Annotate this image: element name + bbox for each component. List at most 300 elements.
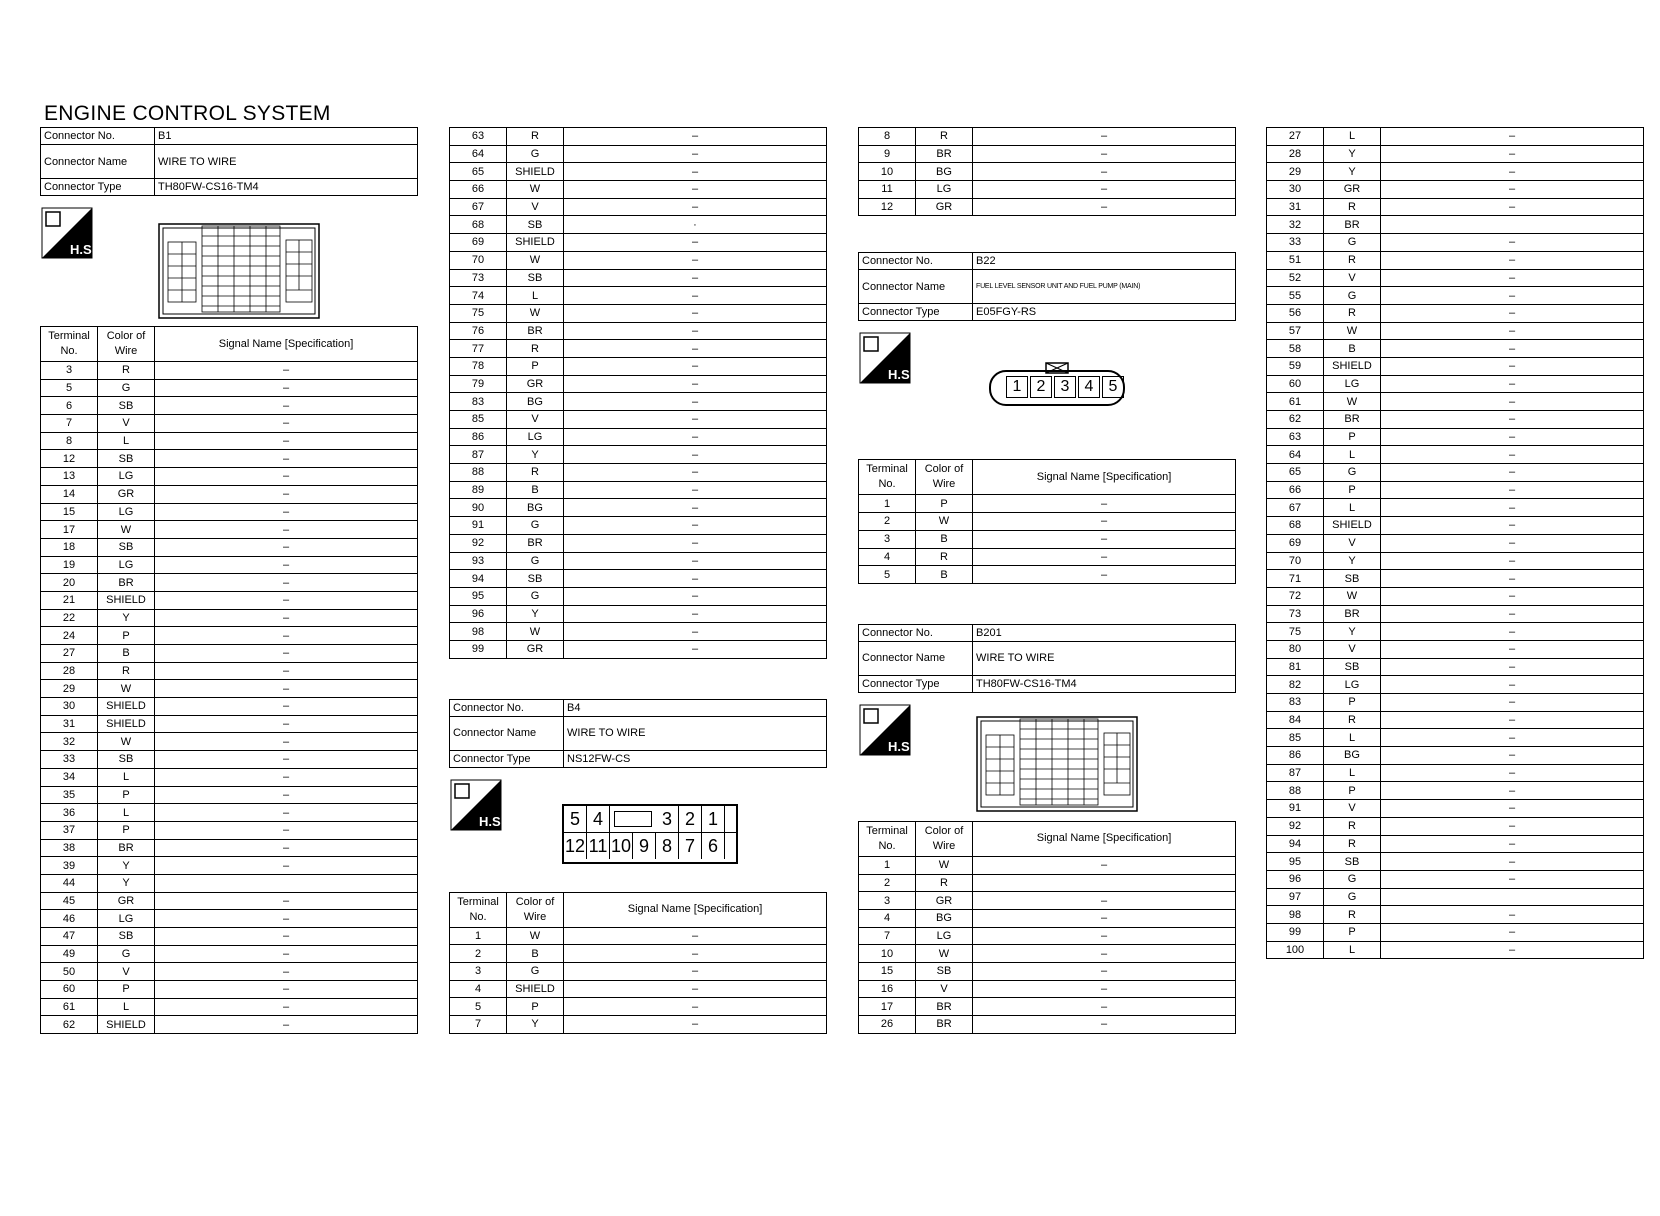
signal-name-cell: – — [564, 499, 827, 517]
table-row — [41, 945, 418, 963]
table-row — [1267, 676, 1644, 694]
signal-name-cell: – — [1381, 145, 1644, 163]
wire-color-cell: G — [98, 379, 155, 397]
wire-color-cell: V — [916, 980, 973, 998]
wire-color-cell: LG — [98, 468, 155, 486]
wire-color-cell: SB — [1324, 658, 1381, 676]
wire-color-cell: V — [1324, 800, 1381, 818]
table-row — [450, 605, 827, 623]
wire-color-cell: LG — [507, 428, 564, 446]
table-row — [859, 892, 1236, 910]
terminal-no-cell: 98 — [450, 623, 507, 641]
wire-color-cell: G — [1324, 234, 1381, 252]
wire-color-cell: V — [98, 415, 155, 433]
terminal-no-cell: 69 — [450, 234, 507, 252]
table-row — [41, 804, 418, 822]
table-row — [450, 446, 827, 464]
connector-b201-info — [858, 624, 1236, 693]
table-row — [1267, 198, 1644, 216]
wire-color-cell: GR — [507, 640, 564, 658]
wire-color-cell: G — [1324, 464, 1381, 482]
signal-name-cell: – — [564, 927, 827, 945]
terminal-no-cell: 86 — [450, 428, 507, 446]
wire-color-cell: SHIELD — [98, 591, 155, 609]
table-row — [1267, 711, 1644, 729]
signal-name-cell: – — [155, 503, 418, 521]
table-row — [41, 839, 418, 857]
signal-name-cell: – — [1381, 234, 1644, 252]
wire-color-cell: W — [507, 927, 564, 945]
table-row — [41, 715, 418, 733]
wire-color-cell: SB — [1324, 853, 1381, 871]
signal-name-cell: – — [1381, 800, 1644, 818]
table-row — [450, 640, 827, 658]
signal-name-cell: – — [155, 680, 418, 698]
wire-color-cell: BR — [916, 998, 973, 1016]
signal-name-cell: – — [973, 548, 1236, 566]
signal-name-cell: – — [155, 698, 418, 716]
table-row — [450, 269, 827, 287]
wire-color-cell: SHIELD — [507, 163, 564, 181]
signal-name-cell: – — [1381, 446, 1644, 464]
terminal-no-cell: 15 — [41, 503, 98, 521]
terminal-no-cell: 52 — [1267, 269, 1324, 287]
wire-color-cell: B — [507, 945, 564, 963]
table-row — [1267, 870, 1644, 888]
wire-color-cell: SHIELD — [98, 715, 155, 733]
wire-color-cell: G — [507, 145, 564, 163]
wire-color-cell: P — [1324, 923, 1381, 941]
table-row — [859, 909, 1236, 927]
connector-pin: 5 — [564, 806, 587, 832]
table-row — [859, 980, 1236, 998]
terminal-no-cell: 8 — [41, 432, 98, 450]
terminal-no-cell: 49 — [41, 945, 98, 963]
connector-no-label: Connector No. — [859, 253, 973, 270]
hs-label: H.S. — [70, 242, 96, 257]
wire-color-cell: W — [1324, 587, 1381, 605]
connector-no-label: Connector No. — [859, 624, 973, 641]
terminal-no-cell: 100 — [1267, 941, 1324, 959]
wire-color-cell: BG — [916, 163, 973, 181]
wire-color-cell: W — [1324, 393, 1381, 411]
wire-color-cell: Y — [98, 609, 155, 627]
terminal-no-cell: 5 — [41, 379, 98, 397]
signal-name-cell: – — [155, 521, 418, 539]
table-row — [1267, 304, 1644, 322]
table-row — [450, 980, 827, 998]
connector-type-value: TH80FW-CS16-TM4 — [155, 179, 418, 196]
table-row — [41, 362, 418, 380]
table-row — [450, 428, 827, 446]
signal-name-cell: – — [1381, 835, 1644, 853]
signal-name-cell: – — [1381, 517, 1644, 535]
terminal-no-cell: 2 — [859, 513, 916, 531]
terminal-no-cell: 12 — [859, 198, 916, 216]
table-row — [859, 128, 1236, 146]
connector-b22-graphic — [858, 321, 1236, 459]
wire-color-cell: W — [507, 181, 564, 199]
table-row — [1267, 888, 1644, 906]
signal-name-cell: – — [564, 163, 827, 181]
signal-name-cell: – — [1381, 764, 1644, 782]
terminal-no-cell: 97 — [1267, 888, 1324, 906]
terminal-no-cell: 90 — [450, 499, 507, 517]
connector-pin: 1 — [1006, 376, 1028, 398]
signal-name-cell: – — [1381, 287, 1644, 305]
signal-name-cell: – — [155, 362, 418, 380]
wire-color-cell: R — [507, 340, 564, 358]
wire-color-cell: Y — [1324, 145, 1381, 163]
signal-name-cell: – — [564, 446, 827, 464]
table-row — [450, 1016, 827, 1034]
connector-b4-pin-table — [449, 892, 827, 1034]
connector-b4-info — [449, 699, 827, 768]
signal-name-cell: – — [1381, 393, 1644, 411]
terminal-no-cell: 1 — [859, 856, 916, 874]
signal-name-cell: – — [155, 715, 418, 733]
table-row — [1267, 570, 1644, 588]
wire-color-cell: Y — [507, 605, 564, 623]
table-row — [41, 662, 418, 680]
connector-type-value: E05FGY-RS — [973, 304, 1236, 321]
signal-name-cell: – — [155, 662, 418, 680]
terminal-no-cell: 26 — [859, 1016, 916, 1034]
color-of-wire-header: Color of Wire — [916, 821, 973, 856]
table-row — [859, 513, 1236, 531]
wire-color-cell: G — [1324, 870, 1381, 888]
signal-name-cell — [1381, 216, 1644, 234]
table-row — [41, 521, 418, 539]
wire-color-cell: LG — [1324, 375, 1381, 393]
connector-b4-graphic — [449, 768, 827, 892]
table-row — [859, 874, 1236, 892]
terminal-no-cell: 13 — [41, 468, 98, 486]
table-row — [1267, 269, 1644, 287]
signal-name-cell: – — [564, 552, 827, 570]
wire-color-cell: BG — [1324, 747, 1381, 765]
signal-name-cell: – — [564, 269, 827, 287]
wire-color-cell: G — [1324, 888, 1381, 906]
wire-color-cell: G — [1324, 287, 1381, 305]
wire-color-cell: W — [98, 521, 155, 539]
color-of-wire-header: Color of Wire — [98, 327, 155, 362]
signal-name-cell: – — [973, 927, 1236, 945]
table-row — [1267, 411, 1644, 429]
table-row — [41, 415, 418, 433]
signal-name-cell: – — [564, 181, 827, 199]
wire-color-cell: W — [1324, 322, 1381, 340]
table-row — [41, 910, 418, 928]
terminal-no-cell: 44 — [41, 874, 98, 892]
wire-color-cell: SHIELD — [1324, 357, 1381, 375]
table-row — [859, 998, 1236, 1016]
terminal-no-cell: 27 — [41, 645, 98, 663]
wire-color-cell: BR — [916, 1016, 973, 1034]
table-row — [859, 548, 1236, 566]
wire-color-cell: LG — [916, 927, 973, 945]
terminal-no-cell: 28 — [41, 662, 98, 680]
signal-name-cell: – — [973, 163, 1236, 181]
terminal-no-cell: 93 — [450, 552, 507, 570]
wire-color-cell: LG — [1324, 676, 1381, 694]
wire-color-cell: P — [507, 357, 564, 375]
wire-color-cell: B — [1324, 340, 1381, 358]
table-row — [41, 768, 418, 786]
terminal-no-cell: 31 — [41, 715, 98, 733]
connector-b1-pin-table-continued — [449, 127, 827, 659]
wire-color-cell: L — [1324, 499, 1381, 517]
wire-color-cell: Y — [507, 1016, 564, 1034]
wire-color-cell: V — [1324, 534, 1381, 552]
terminal-no-cell: 4 — [450, 980, 507, 998]
terminal-no-cell: 65 — [1267, 464, 1324, 482]
terminal-no-cell: 59 — [1267, 357, 1324, 375]
signal-name-cell: – — [1381, 694, 1644, 712]
table-row — [41, 680, 418, 698]
signal-name-cell: – — [973, 566, 1236, 584]
connector-b1-graphic — [40, 196, 418, 326]
terminal-no-cell: 95 — [450, 587, 507, 605]
column-4 — [1266, 127, 1644, 959]
wire-color-cell: BR — [1324, 411, 1381, 429]
signal-name-cell: – — [155, 928, 418, 946]
wire-color-cell: P — [1324, 694, 1381, 712]
table-row — [859, 566, 1236, 584]
signal-name-cell: · — [564, 216, 827, 234]
connector-pin: 4 — [587, 806, 610, 832]
terminal-no-cell: 92 — [1267, 817, 1324, 835]
signal-name-cell: – — [1381, 605, 1644, 623]
terminal-no-cell: 81 — [1267, 658, 1324, 676]
table-row — [1267, 499, 1644, 517]
wire-color-cell: SB — [507, 216, 564, 234]
terminal-no-cell: 5 — [859, 566, 916, 584]
signal-name-cell: – — [564, 340, 827, 358]
table-row — [1267, 517, 1644, 535]
wire-color-cell: L — [1324, 941, 1381, 959]
wire-color-cell: B — [916, 566, 973, 584]
signal-name-cell: – — [564, 287, 827, 305]
table-row — [41, 645, 418, 663]
page-title: ENGINE CONTROL SYSTEM — [44, 102, 331, 125]
wire-color-cell: SHIELD — [507, 234, 564, 252]
connector-no-label: Connector No. — [41, 128, 155, 145]
wire-color-cell: LG — [98, 503, 155, 521]
terminal-no-cell: 3 — [41, 362, 98, 380]
terminal-no-cell: 33 — [41, 751, 98, 769]
signal-name-cell: – — [1381, 128, 1644, 146]
wire-color-cell: W — [507, 623, 564, 641]
connector-no-value: B1 — [155, 128, 418, 145]
terminal-no-cell: 46 — [41, 910, 98, 928]
terminal-no-cell: 75 — [450, 304, 507, 322]
terminal-no-cell: 62 — [41, 1016, 98, 1034]
table-row — [1267, 216, 1644, 234]
terminal-no-cell: 39 — [41, 857, 98, 875]
signal-name-cell: – — [973, 980, 1236, 998]
signal-name-cell: – — [564, 304, 827, 322]
wire-color-cell: P — [98, 821, 155, 839]
terminal-no-header: Terminal No. — [41, 327, 98, 362]
wire-color-cell: V — [507, 198, 564, 216]
table-row — [859, 530, 1236, 548]
signal-name-cell: – — [564, 411, 827, 429]
wire-color-cell: BG — [507, 499, 564, 517]
wire-color-cell: SHIELD — [98, 698, 155, 716]
column-3 — [858, 127, 1236, 1034]
wire-color-cell: Y — [98, 857, 155, 875]
table-row — [1267, 729, 1644, 747]
terminal-no-cell: 74 — [450, 287, 507, 305]
table-row — [859, 495, 1236, 513]
table-row — [1267, 640, 1644, 658]
connector-name-label: Connector Name — [41, 145, 155, 179]
table-row — [1267, 163, 1644, 181]
signal-name-cell: – — [155, 645, 418, 663]
connector-pin: 3 — [656, 806, 679, 832]
table-row — [450, 411, 827, 429]
table-row — [450, 393, 827, 411]
connector-pin: 9 — [633, 833, 656, 859]
table-row — [450, 145, 827, 163]
signal-name-cell: – — [973, 198, 1236, 216]
signal-name-cell: – — [1381, 747, 1644, 765]
table-row — [450, 587, 827, 605]
terminal-no-cell: 91 — [1267, 800, 1324, 818]
table-row — [1267, 128, 1644, 146]
terminal-no-cell: 2 — [859, 874, 916, 892]
signal-name-cell: – — [155, 733, 418, 751]
table-row — [41, 379, 418, 397]
wire-color-cell: G — [507, 517, 564, 535]
signal-name-cell: – — [155, 432, 418, 450]
terminal-no-cell: 85 — [1267, 729, 1324, 747]
terminal-no-cell: 29 — [41, 680, 98, 698]
wire-color-cell: SHIELD — [507, 980, 564, 998]
connector-name-value: WIRE TO WIRE — [155, 145, 418, 179]
table-row — [450, 534, 827, 552]
table-row — [1267, 287, 1644, 305]
terminal-no-cell: 1 — [859, 495, 916, 513]
signal-name-cell: – — [973, 909, 1236, 927]
table-row — [1267, 446, 1644, 464]
table-row — [1267, 145, 1644, 163]
wire-color-cell: GR — [98, 485, 155, 503]
wire-color-cell: R — [507, 464, 564, 482]
wire-color-cell: R — [916, 128, 973, 146]
terminal-no-cell: 58 — [1267, 340, 1324, 358]
terminal-no-cell: 57 — [1267, 322, 1324, 340]
signal-name-cell: – — [1381, 357, 1644, 375]
table-row — [859, 181, 1236, 199]
wire-color-cell: R — [916, 874, 973, 892]
connector-pin: 6 — [702, 833, 725, 859]
signal-name-cell: – — [973, 1016, 1236, 1034]
table-row — [450, 481, 827, 499]
wire-color-cell: R — [1324, 835, 1381, 853]
connector-b1-info — [40, 127, 418, 196]
hs-label: H.S. — [888, 738, 914, 754]
signal-name-cell: – — [1381, 375, 1644, 393]
color-of-wire-header: Color of Wire — [507, 892, 564, 927]
wire-color-cell: L — [98, 432, 155, 450]
terminal-no-cell: 32 — [1267, 216, 1324, 234]
signal-name-cell: – — [1381, 552, 1644, 570]
wire-color-cell: W — [98, 680, 155, 698]
wire-color-cell: LG — [916, 181, 973, 199]
signal-name-cell: – — [155, 998, 418, 1016]
table-row — [859, 963, 1236, 981]
connector-no-value: B201 — [973, 624, 1236, 641]
signal-name-cell: – — [155, 910, 418, 928]
signal-name-cell: – — [973, 181, 1236, 199]
terminal-no-cell: 31 — [1267, 198, 1324, 216]
wire-color-cell: GR — [98, 892, 155, 910]
hs-label: H.S. — [479, 813, 505, 829]
connector-pin: 1 — [702, 806, 725, 832]
terminal-no-cell: 2 — [450, 945, 507, 963]
terminal-no-cell: 3 — [859, 530, 916, 548]
connector-name-label: Connector Name — [859, 270, 973, 304]
wire-color-cell: LG — [98, 910, 155, 928]
wire-color-cell: V — [1324, 640, 1381, 658]
table-row — [1267, 605, 1644, 623]
signal-name-cell: – — [564, 570, 827, 588]
connector-type-label: Connector Type — [859, 675, 973, 692]
table-row — [450, 287, 827, 305]
signal-name-header: Signal Name [Specification] — [564, 892, 827, 927]
wire-color-cell: R — [1324, 251, 1381, 269]
terminal-no-cell: 95 — [1267, 853, 1324, 871]
signal-name-cell: – — [564, 251, 827, 269]
terminal-no-cell: 89 — [450, 481, 507, 499]
signal-name-cell: – — [1381, 464, 1644, 482]
signal-name-cell: – — [155, 609, 418, 627]
wire-color-cell: W — [507, 304, 564, 322]
wire-color-cell: G — [507, 963, 564, 981]
wire-color-cell: L — [98, 804, 155, 822]
connector-name-label: Connector Name — [859, 641, 973, 675]
terminal-no-cell: 67 — [1267, 499, 1324, 517]
column-1 — [40, 127, 418, 1034]
terminal-no-cell: 32 — [41, 733, 98, 751]
table-row — [41, 538, 418, 556]
signal-name-cell: – — [1381, 322, 1644, 340]
table-row — [859, 198, 1236, 216]
signal-name-cell: – — [973, 145, 1236, 163]
table-row — [450, 552, 827, 570]
table-row — [450, 181, 827, 199]
signal-name-cell: – — [1381, 163, 1644, 181]
wire-color-cell: B — [916, 530, 973, 548]
signal-name-cell: – — [973, 495, 1236, 513]
connector-pin: 5 — [1102, 376, 1124, 398]
terminal-no-cell: 55 — [1267, 287, 1324, 305]
color-of-wire-header: Color of Wire — [916, 460, 973, 495]
table-row — [450, 998, 827, 1016]
terminal-no-cell: 7 — [450, 1016, 507, 1034]
wire-color-cell: R — [98, 362, 155, 380]
connector-no-label: Connector No. — [450, 699, 564, 716]
wire-color-cell: P — [1324, 428, 1381, 446]
signal-name-cell: – — [155, 857, 418, 875]
signal-name-cell: – — [155, 963, 418, 981]
connector-name-value: WIRE TO WIRE — [564, 716, 827, 750]
terminal-no-cell: 67 — [450, 198, 507, 216]
hs-label: H.S. — [888, 367, 914, 383]
signal-name-cell: – — [1381, 570, 1644, 588]
